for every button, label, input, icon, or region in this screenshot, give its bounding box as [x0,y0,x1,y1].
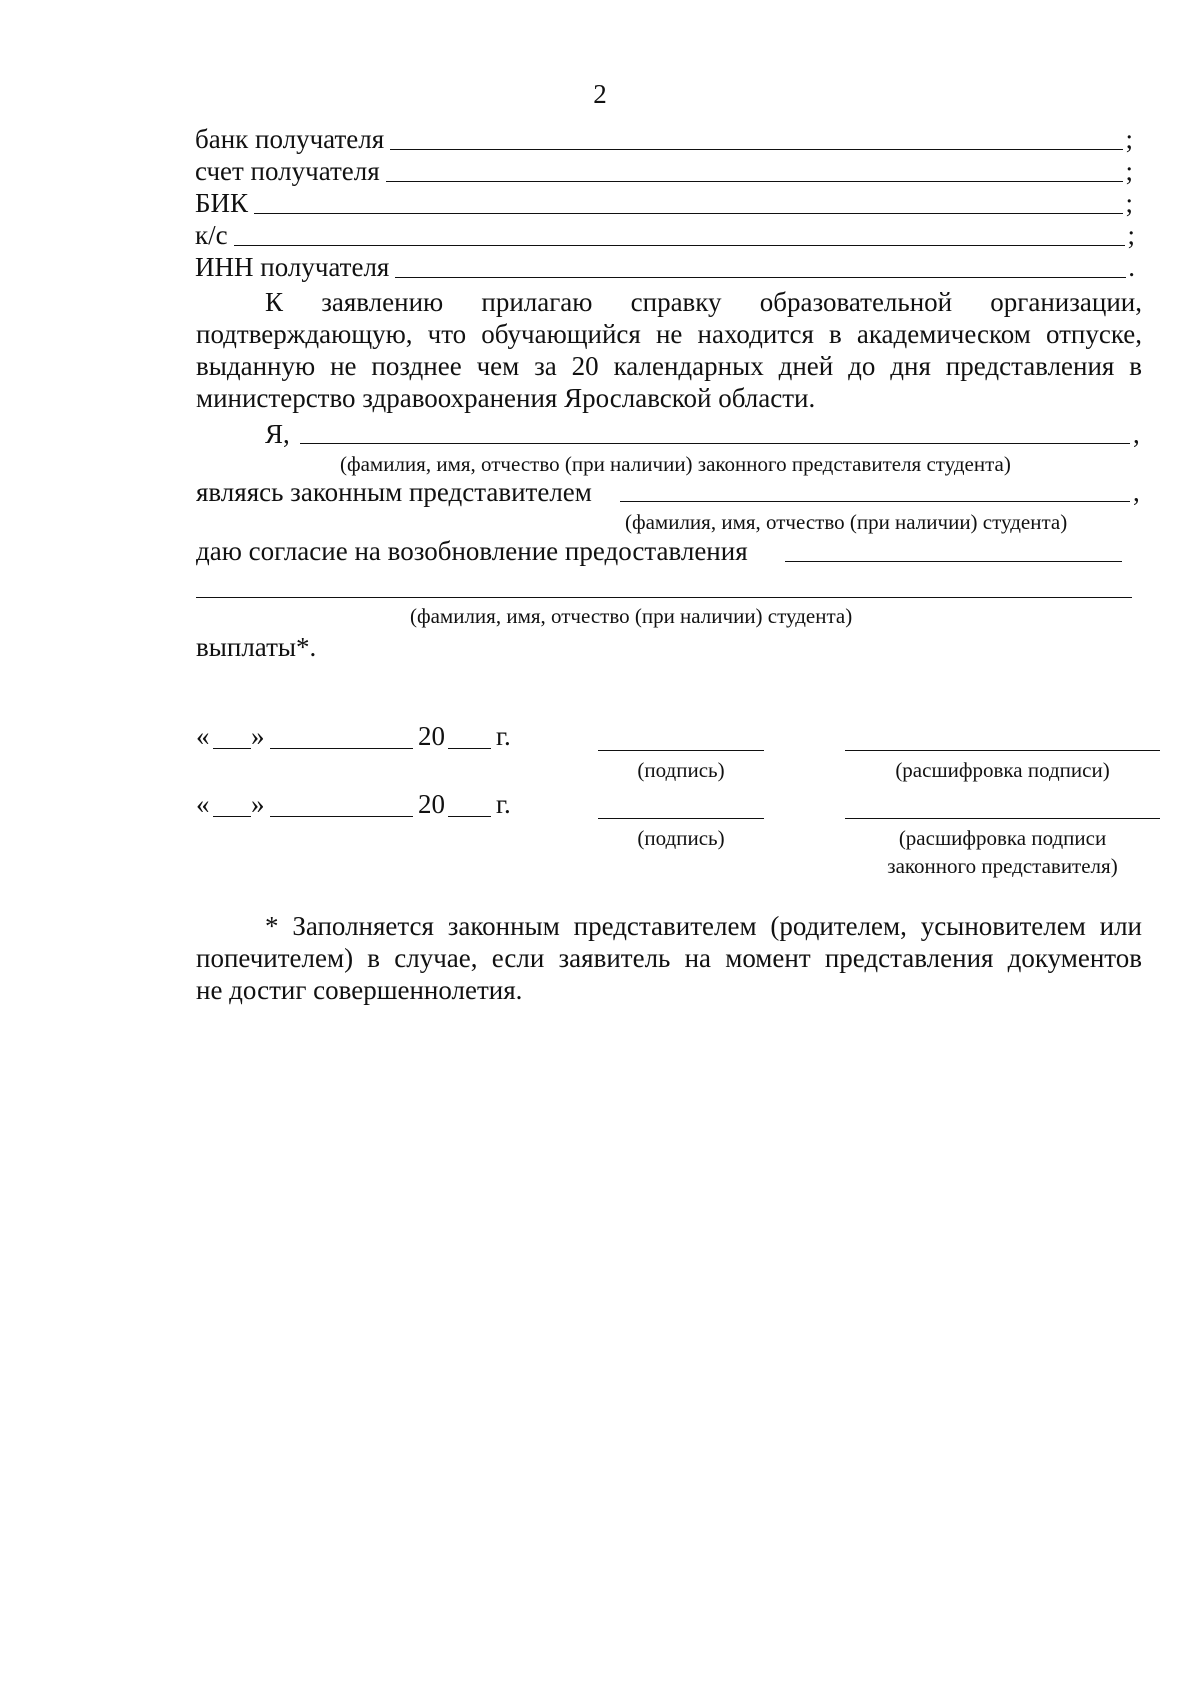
bik-label: БИК [195,188,249,218]
inn-field[interactable]: ИНН получателя . [195,252,1135,282]
decoding-line-1[interactable] [845,750,1160,751]
bik-field[interactable]: БИК ; [195,188,1133,218]
consent-label: даю согласие на возобновление предоставления [196,536,748,566]
attachment-line-3: выданную не позднее чем за 20 календарных дней до дня представления в [196,351,1142,381]
being-representative-label: являясь законным представителем [196,477,592,507]
caption-signature-1: (подпись) [637,758,725,782]
footnote-line-2: попечителем) в случае, если заявитель на момент представления документов [196,943,1142,973]
caption-decoding-2a: (расшифровка подписи [898,826,1107,850]
bank-name-field[interactable]: банк получателя ; [195,124,1133,154]
corr-account-label: к/с [195,220,228,250]
student-name-line-1[interactable] [620,501,1130,502]
bik-line[interactable] [254,188,1123,214]
corr-account-field[interactable]: к/с ; [195,220,1135,250]
caption-signature-2: (подпись) [637,826,725,850]
date-year-line-2[interactable] [448,816,491,817]
signature-line-2[interactable] [598,818,764,819]
representative-name-line[interactable] [300,443,1130,444]
student-name-line-2a[interactable] [785,561,1122,562]
caption-decoding-1: (расшифровка подписи) [895,758,1110,782]
date-quote-open-2: « [196,789,210,819]
date-year-suffix-1: г. [496,721,511,751]
inn-label: ИНН получателя [195,252,390,282]
caption-student-2: (фамилия, имя, отчество (при наличии) студента) [410,604,853,628]
date-quote-close-1: » [251,721,265,751]
footnote-line-3: не достиг совершеннолетия. [196,975,523,1005]
date-year-suffix-2: г. [496,789,511,819]
date-year-prefix-2: 20 [418,789,445,819]
account-line[interactable] [386,156,1124,182]
corr-account-line[interactable] [234,220,1126,246]
caption-student-1: (фамилия, имя, отчество (при наличии) студента) [625,510,1068,534]
attachment-line-4: министерство здравоохранения Ярославской области. [196,383,816,413]
date-quote-open-1: « [196,721,210,751]
ya-label: Я, [265,419,290,449]
signature-line-1[interactable] [598,750,764,751]
caption-representative: (фамилия, имя, отчество (при наличии) законного представителя студента) [340,452,1011,476]
page-number: 2 [593,79,607,109]
attachment-line-2: подтверждающую, что обучающийся не находится в академическом отпуске, [196,319,1142,349]
attachment-line-1: К заявлению прилагаю справку образовательной организации, [265,287,1142,317]
date-quote-close-2: » [251,789,265,819]
date-year-line-1[interactable] [448,748,491,749]
footnote-line-1: * Заполняется законным представителем (родителем, усыновителем или [265,911,1142,941]
document-page: 2 банк получателя ; счет получателя ; БИК ; к/с ; ИНН получателя . К заявлению прилагаю справку образовательной организации, подтверждающую, что обучающийся не находится в академическом отпуске, выданную не позднее чем за 20 календарных дней до дня представления в министерство здравоохранения Ярославской области. Я, , (фамилия, имя, отчество (при наличии) законного представителя студента) являясь законным представителем , (фамилия, имя, отчество (при наличии) студента) даю согласие на возобновление предоставления (фамилия, имя, отчество (при наличии) студента) выплаты*. « » 20 г. (подпись) (расшифровка подписи) « » 20 г. (подпись) (расшифровка подписи законного представителя) * Заполняется законным представителем (родителем, усыновителем или попечителем) в случае, если заявитель на момент представления документов не достиг совершеннолетия. [0,0,1200,1697]
caption-decoding-2b: законного представителя) [887,854,1118,878]
decoding-line-2[interactable] [845,818,1160,819]
date-day-line-1[interactable] [213,748,251,749]
bank-name-label: банк получателя [195,124,385,154]
payment-word: выплаты*. [196,632,317,662]
bank-name-line[interactable] [390,124,1123,150]
inn-line[interactable] [395,252,1126,278]
account-field[interactable]: счет получателя ; [195,156,1133,186]
date-day-line-2[interactable] [213,816,251,817]
date-year-prefix-1: 20 [418,721,445,751]
date-month-line-1[interactable] [270,748,413,749]
date-month-line-2[interactable] [270,816,413,817]
account-label: счет получателя [195,156,380,186]
student-name-line-2b[interactable] [196,597,1132,598]
